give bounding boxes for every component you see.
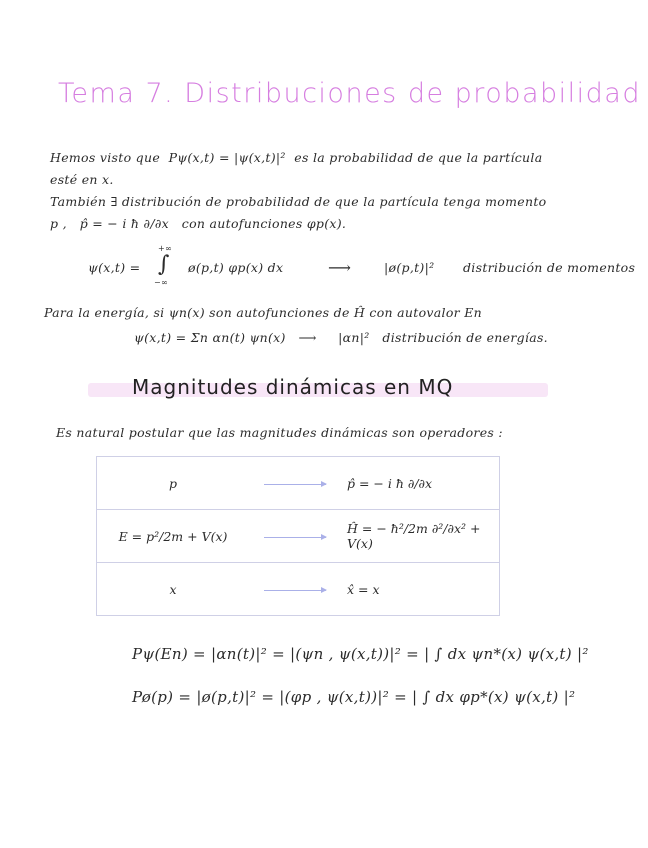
text-line	[50, 216, 346, 231]
equation-label: distribución de momentos	[463, 260, 636, 275]
operators-table	[96, 456, 500, 616]
arrow-icon	[264, 537, 326, 538]
table-row	[97, 563, 500, 616]
probability-formula: Pψ(x,t) = |ψ(x,t)|²	[168, 150, 286, 165]
classical-quantity: x	[97, 563, 250, 616]
equation-lhs: ψ(x,t) =	[88, 260, 141, 275]
arrow-icon: ⟶	[298, 330, 317, 345]
energy-distribution-equation	[134, 330, 548, 345]
arrow-icon: ⟶	[328, 258, 352, 277]
classical-quantity: E = p²/2m + V(x)	[97, 510, 250, 563]
equation-lhs: ψ(x,t) = Σn αn(t) ψn(x)	[134, 330, 286, 345]
text-segment: Hemos visto que	[50, 150, 161, 165]
momentum-probability-equation: Pø(p) = |ø(p,t)|² = |(φp , ψ(x,t))|² = | ∫ dx φp*(x) ψ(x,t) |²	[132, 688, 576, 706]
text-line: También ∃ distribución de probabilidad de que la partícula tenga momento	[50, 194, 547, 209]
text-line	[50, 150, 542, 165]
momentum-operator-formula: p̂ = − i ħ ∂/∂x	[79, 216, 169, 231]
arrow-icon	[264, 484, 326, 485]
integral-upper-limit: +∞	[158, 244, 172, 253]
quantum-operator: x̂ = x	[341, 563, 500, 616]
table-row	[97, 510, 500, 563]
integral-lower-limit: −∞	[154, 278, 168, 287]
arrow-cell	[249, 457, 341, 510]
text-line: esté en x.	[50, 172, 114, 187]
classical-quantity: p	[97, 457, 250, 510]
integral-sign-icon: ∫	[158, 252, 170, 277]
text-segment: p ,	[50, 216, 67, 231]
equation-rhs: |ø(p,t)|²	[384, 260, 435, 275]
arrow-cell	[249, 510, 341, 563]
arrow-icon	[264, 590, 326, 591]
quantum-operator: p̂ = − i ħ ∂/∂x	[341, 457, 500, 510]
text-line: Para la energía, si ψn(x) son autofunciones de Ĥ con autovalor En	[44, 305, 482, 320]
text-line: Es natural postular que las magnitudes dinámicas son operadores :	[56, 425, 503, 440]
table-row	[97, 457, 500, 510]
text-segment: con autofunciones φp(x).	[181, 216, 347, 231]
arrow-cell	[249, 563, 341, 616]
section-title: Magnitudes dinámicas en MQ	[132, 375, 454, 399]
equation-rhs: |αn|²	[338, 330, 370, 345]
equation-label: distribución de energías.	[382, 330, 548, 345]
text-segment: es la probabilidad de que la partícula	[294, 150, 543, 165]
integrand: ø(p,t) φp(x) dx	[188, 260, 284, 275]
quantum-operator: Ĥ = − ħ²/2m ∂²/∂x² + V(x)	[341, 510, 500, 563]
page-title: Tema 7. Distribuciones de probabilidad	[58, 78, 641, 109]
energy-probability-equation: Pψ(En) = |αn(t)|² = |(ψn , ψ(x,t))|² = | ∫ dx ψn*(x) ψ(x,t) |²	[132, 645, 589, 663]
